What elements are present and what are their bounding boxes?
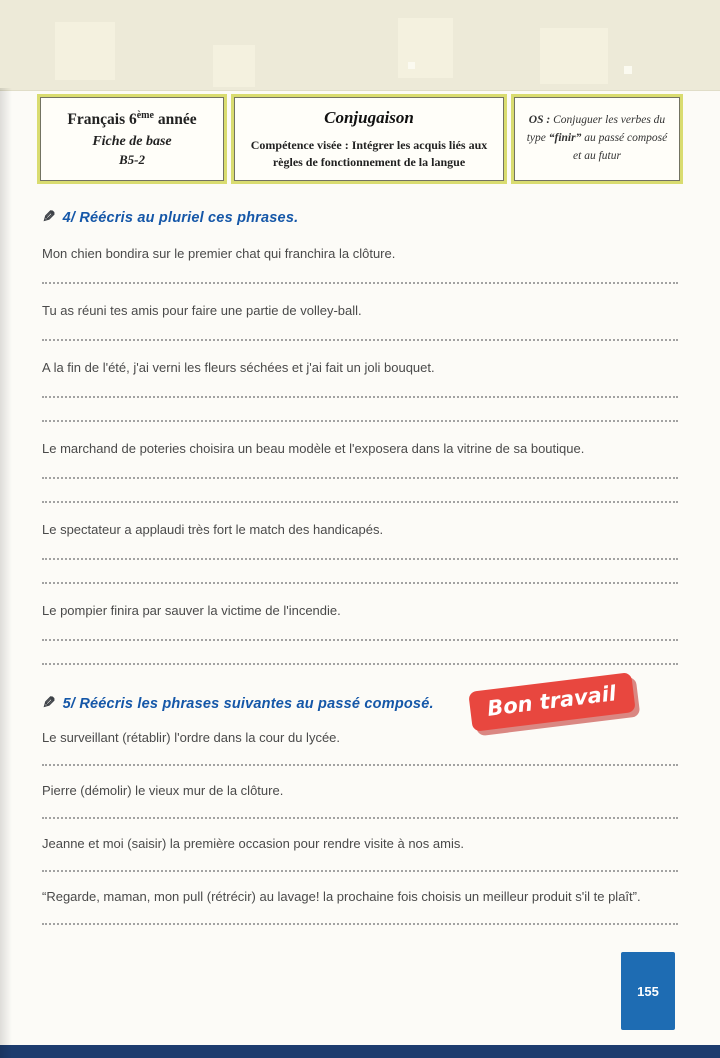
competence-text: Compétence visée : Intégrer les acquis liés aux règles de fonctionnement de la langue xyxy=(250,137,488,169)
scan-artifact xyxy=(540,28,608,84)
answer-line xyxy=(42,582,678,584)
answer-line xyxy=(42,923,678,925)
answer-line xyxy=(42,282,678,284)
answer-line xyxy=(42,396,678,398)
worksheet-header xyxy=(40,97,680,181)
answer-line xyxy=(42,501,678,503)
answer-line xyxy=(42,870,678,872)
scan-artifact xyxy=(624,66,632,74)
page-number-box xyxy=(621,952,675,1030)
lesson-title: Conjugaison xyxy=(324,107,414,127)
scan-artifact xyxy=(213,45,255,87)
header-left-box xyxy=(40,97,224,181)
ex4-sentence-1: Mon chien bondira sur le premier chat qui franchira la clôture. xyxy=(42,246,396,261)
answer-line xyxy=(42,420,678,422)
footer-bar xyxy=(0,1045,720,1058)
ex5-sentence-4: “Regarde, maman, mon pull (rétrécir) au lavage! la prochaine fois choisis un meilleur produit s'il te plaît”. xyxy=(42,889,641,904)
scan-artifact xyxy=(408,62,415,69)
scan-artifact xyxy=(55,22,115,80)
ex5-sentence-2: Pierre (démolir) le vieux mur de la clôture. xyxy=(42,783,284,798)
answer-line xyxy=(42,663,678,665)
answer-line xyxy=(42,339,678,341)
objective-text: OS : Conjuguer les verbes du type “finir” au passé composé et au futur xyxy=(526,114,668,162)
pencil-icon: ✎ xyxy=(42,209,56,226)
ex4-sentence-4: Le marchand de poteries choisira un beau modèle et l'exposera dans la vitrine de sa boutique. xyxy=(42,441,585,456)
sheet-code: B5-2 xyxy=(119,151,145,167)
ex5-sentence-3: Jeanne et moi (saisir) la première occasion pour rendre visite à nos amis. xyxy=(42,836,464,851)
ex5-sentence-1: Le surveillant (rétablir) l'ordre dans la cour du lycée. xyxy=(42,730,341,745)
worksheet-body xyxy=(0,207,720,925)
ex4-sentence-5: Le spectateur a applaudi très fort le match des handicapés. xyxy=(42,522,384,537)
answer-line xyxy=(42,817,678,819)
page-number: 155 xyxy=(637,983,659,999)
header-right-box xyxy=(514,97,680,181)
scan-top-band xyxy=(0,0,720,91)
answer-line xyxy=(42,558,678,560)
answer-line xyxy=(42,477,678,479)
exercise-4-title xyxy=(42,207,678,227)
ex4-sentence-6: Le pompier finira par sauver la victime de l'incendie. xyxy=(42,603,341,618)
sheet-type: Fiche de base xyxy=(92,133,172,149)
pencil-icon: ✎ xyxy=(42,695,56,712)
course-title: Français 6ème année xyxy=(67,110,197,129)
ex4-sentence-2: Tu as réuni tes amis pour faire une partie de volley-ball. xyxy=(42,303,362,318)
exercise-title-text: 5/ Réécris les phrases suivantes au passé composé. xyxy=(62,696,434,712)
header-middle-box xyxy=(234,97,504,181)
answer-line xyxy=(42,764,678,766)
exercise-5-block xyxy=(42,693,678,925)
bon-travail-stamp: Bon travail xyxy=(468,672,635,732)
ex4-sentence-3: A la fin de l'été, j'ai verni les fleurs séchées et j'ai fait un joli bouquet. xyxy=(42,360,435,375)
exercise-title-text: 4/ Réécris au pluriel ces phrases. xyxy=(62,210,299,226)
scan-artifact xyxy=(398,18,453,78)
answer-line xyxy=(42,639,678,641)
